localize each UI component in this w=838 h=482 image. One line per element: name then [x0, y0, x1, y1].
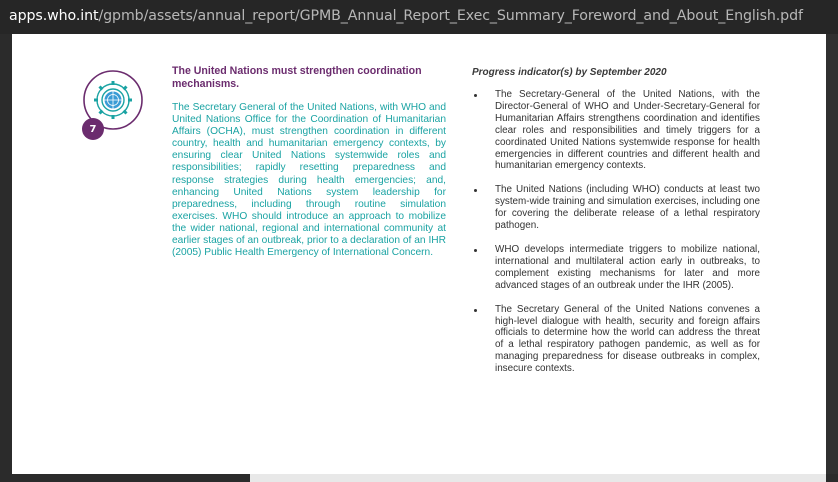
list-item-text: The Secretary General of the United Nations convenes a high-level dialogue with health, security and foreign affairs officials to determine how the world can address the threat of a lethal respiratory pathogen pandemic, as well as for managing preparedness for disease outbreaks in complex, insecure contexts. — [495, 303, 760, 375]
address-bar[interactable] — [0, 0, 838, 34]
list-item — [474, 89, 760, 172]
scrollbar-track[interactable] — [826, 34, 838, 482]
url-text[interactable] — [9, 8, 803, 24]
bullet-icon — [474, 309, 477, 312]
url-host: apps.who.int — [9, 8, 99, 24]
list-item — [474, 184, 760, 232]
bullet-icon — [474, 94, 477, 97]
list-item-text: The United Nations (including WHO) conducts at least two system-wide training and simulation exercises, including one for covering the deliberate release of a lethal respiratory pathogen. — [495, 184, 760, 232]
section-body: The Secretary General of the United Nations, with WHO and United Nations Office for the Coordination of Humanitarian Affairs (OCHA), must strengthen coordination in different country, health and humanitarian emergency contexts, by ensuring clear United Nations systemwide roles and responsibilities; rapidly resetting preparedness and response strategies during health emergencies; and, enhancing United Nations system leadership for preparedness, including through routine simulation exercises. WHO should introduce an approach to mobilize the wider national, regional and international community at earlier stages of an outbreak, prior to a declaration of an IHR (2005) Public Health Emergency of International Concern. — [172, 102, 446, 259]
list-item-text: The Secretary-General of the United Nations, with the Director-General of WHO and Under-Secretary-General for Humanitarian Affairs strengthens coordination and identifies clear roles and responsibilities and timely triggers for a coordinated United Nations systemwide response for health emergencies in different countries and different health and humanitarian emergency contexts. — [495, 89, 760, 172]
progress-list — [474, 89, 760, 387]
list-item — [474, 304, 760, 375]
url-path: /gpmb/assets/annual_report/GPMB_Annual_Report_Exec_Summary_Foreword_and_About_English.pdf — [98, 8, 803, 24]
section-number-badge: 7 — [82, 118, 104, 140]
progress-title: Progress indicator(s) by September 2020 — [472, 67, 667, 78]
list-item — [474, 244, 760, 292]
section-heading: The United Nations must strengthen coordination mechanisms. — [172, 65, 422, 90]
next-page-edge — [250, 474, 826, 482]
bullet-icon — [474, 249, 477, 252]
bullet-icon — [474, 189, 477, 192]
list-item-text: WHO develops intermediate triggers to mobilize national, international and multilateral action early in outbreaks, to complement existing mechanisms for later and more advanced stages of an outbreak under the IHR (2005). — [495, 243, 760, 291]
